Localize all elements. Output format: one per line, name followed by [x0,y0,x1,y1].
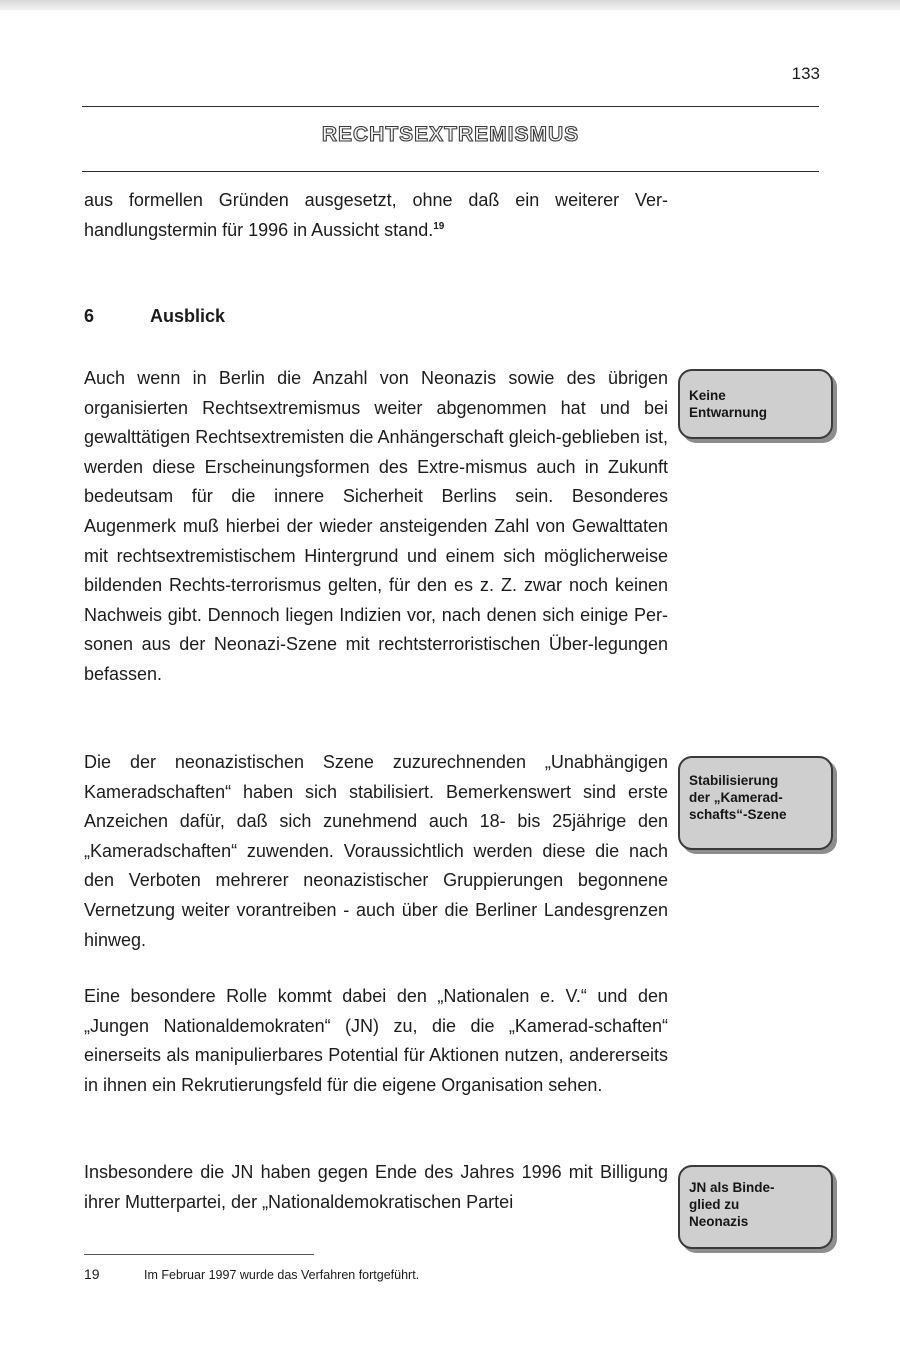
paragraph-kameradschaften: Die der neonazistischen Szene zuzurechnenden „Unabhängigen Kameradschaften“ haben sich stabilisiert. Bemerkenswert sind erste Anzeichen dafür, daß sich zunehmend auch 18- bis 25jährige den „Kameradschaften“ zuwenden. Voraussichtlich werden diese die nach den Verboten mehrerer neonazistischer Gruppierungen begonnene Vernetzung weiter vorantreiben - auch über die Berliner Landesgrenzen hinweg. [84,752,668,950]
footnote-reference: 19 [433,220,445,232]
footnote-rule [84,1254,314,1255]
running-header: RECHTSEXTREMISMUS [321,123,580,146]
paragraph-nationale: Eine besondere Rolle kommt dabei den „Nationalen e. V.“ und den „Jungen Nationaldemokraten“ (JN) zu, die die „Kamerad-schaften“ einerseits als manipulierbares Potential für Aktionen nutzen, andererseits in ihnen ein Rekrutierungsfeld für die eigene Organisation sehen. [84,986,668,1095]
header-rule-bottom [82,171,819,172]
paragraph-text: aus formellen Gründen ausgesetzt, ohne daß ein weiterer Ver-handlungstermin für 1996 in Aussicht stand. [84,190,668,240]
section-heading [84,306,225,327]
scan-edge [0,0,900,10]
sidenote-keine-entwarnung [678,369,833,439]
paragraph-outlook: Auch wenn in Berlin die Anzahl von Neonazis sowie des übrigen organisierten Rechtsextremismus weiter abgenommen hat und bei gewalttätigen Rechtsextremisten die Anhängerschaft gleich-geblieben ist, werden diese Erscheinungsformen des Extre-mismus auch in Zukunft bedeutsam für die innere Sicherheit Berlins sein. Besonderes Augenmerk muß hierbei der wieder ansteigenden Zahl von Gewalttaten mit rechtsextremistischem Hintergrund und einem sich möglicherweise bildenden Rechts-terrorismus gelten, für den es z. Z. zwar noch keinen Nachweis gibt. Dennoch liegen Indizien vor, nach denen sich einige Per-sonen aus der Neonazi-Szene mit rechtsterroristischen Über-legungen befassen. [84,368,668,684]
sidenote-stabilisierung [678,756,833,850]
sidenote-line: Keine [689,388,726,403]
paragraph-jn: Insbesondere die JN haben gegen Ende des Jahres 1996 mit Billigung ihrer Mutterpartei, der „Nationaldemokratischen Partei [84,1162,668,1212]
sidenote-line: JN als Binde- [689,1180,775,1195]
sidenote-line: Entwarnung [689,405,767,420]
sidenote-line: Neonazis [689,1214,749,1229]
paragraph-continuation [84,186,668,245]
sidenote-line: schafts“-Szene [689,807,787,822]
sidenote-jn-bindeglied [678,1165,833,1249]
footnote-number: 19 [84,1266,100,1282]
section-number: 6 [84,306,95,326]
section-title: Ausblick [150,306,226,326]
header-rule-top [82,106,819,107]
footnote [84,1266,419,1282]
sidenote-line: Stabilisierung [689,773,779,788]
footnote-text: Im Februar 1997 wurde das Verfahren fortgeführt. [144,1268,420,1282]
sidenote-line: glied zu [689,1197,740,1212]
sidenote-line: der „Kamerad- [689,790,783,805]
page-number: 133 [791,64,820,83]
